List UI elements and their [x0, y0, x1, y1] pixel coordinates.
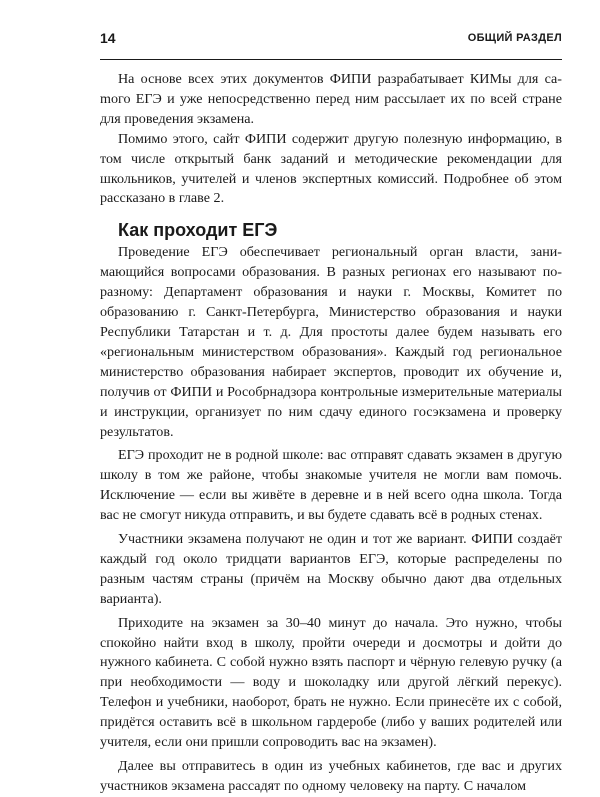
header-rule [100, 59, 562, 60]
body-paragraph: Участники экзамена получают не один и тот же вариант. ФИПИ создаёт каждый год около тридцати вариантов ЕГЭ, которые распределены по разным частям страны (причём на Москву обычно дают два отдельных варианта). [100, 531, 562, 607]
page-number: 14 [100, 30, 116, 46]
body-paragraph: ЕГЭ проходит не в родной школе: вас отправят сдавать экзамен в другую школу в том же районе, чтобы знакомые учителя не могли вам помочь. Исключение — если вы живёте в деревне и в ней всего одна школа. Тогда вас не смогут никуда отправить, и вы будете сдавать всё в родных стенах. [100, 447, 562, 524]
body-paragraph: На основе всех этих документов ФИПИ разрабатывает КИМы для саmого ЕГЭ и уже непосредственно перед ним рассылает их по всей стране для проведения экзамена. [100, 71, 562, 127]
body-paragraph: Помимо этого, сайт ФИПИ содержит другую полезную информацию, в том числе открытый банк заданий и методические рекомендации для школьников, учителей и членов экспертных комиссий. Подробнее об этом рассказано в главе 2. [100, 130, 562, 207]
section-heading: Как проходит ЕГЭ [118, 220, 278, 241]
body-paragraph: Приходите на экзамен за 30–40 минут до начала. Это нужно, чтобы спокойно найти вход в школу, пройти очереди и досмотры и дойти до нужного кабинета. С собой нужно взять паспорт и чёрную гелевую ручку (а при необходимости — воду и шоколадку или другой лёгкий перекус). Телефон и учебники, наоборот, брать не нужно. Если принесёте их с собой, придётся оставить всё в школьном гардеробе (либо у ваших родителей или учителя, если они пришли сопроводить вас на экзамен). [100, 614, 562, 751]
body-paragraph: Далее вы отправитесь в один из учебных кабинетов, где вас и других участников экзамена рассадят по одному человеку на парту. С началом [100, 758, 562, 794]
body-paragraph: Проведение ЕГЭ обеспечивает региональный орган власти, занимающийся вопросами образования. В разных регионах его называют по-разному: Департамент образования и науки г. Москвы, Комитет по образованию г. Санкт-Петербурга, Министерство образования и науки Республики Татарстан и т. д. Для простоты далее будем называть его «региональным министерством образования». Каждый год региональное министерство образования набирает экспертов, проводит их обучение и, получив от ФИПИ и Рособрнадзора контрольные измерительные материалы и инструкции, организует по ним сдачу единого госэкзамена и проверку результатов. [100, 244, 562, 440]
page-body [100, 70, 562, 797]
running-head: ОБЩИЙ РАЗДЕЛ [467, 32, 562, 44]
